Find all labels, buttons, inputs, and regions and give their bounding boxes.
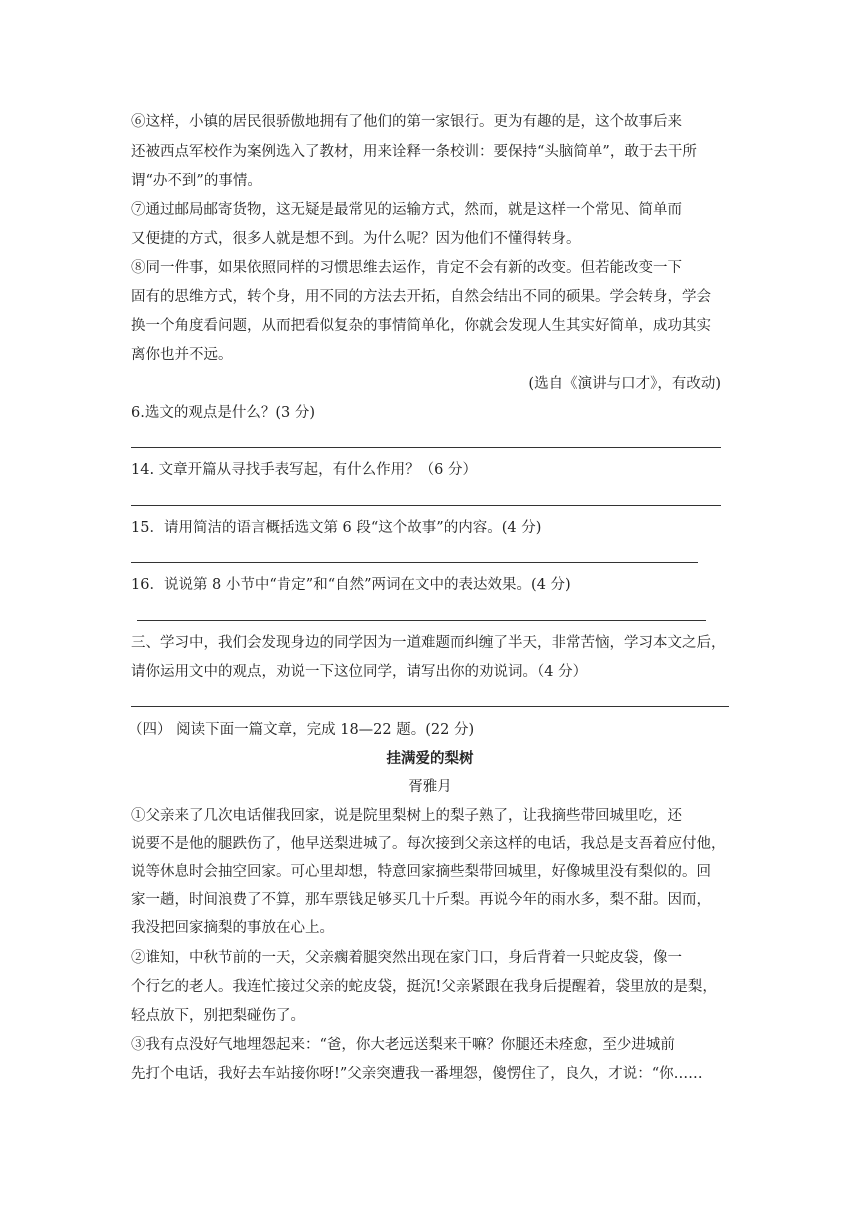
article-p1-line-4: 家一趟，时间浪费了不算，那车票钱足够买几十斤梨。再说今年的雨水多，梨不甜。因而， — [131, 892, 711, 908]
question-6: 6.选文的观点是什么？(3 分) — [131, 405, 315, 421]
article-p2-line-2: 个行乞的老人。我连忙接过父亲的蛇皮袋，挺沉!父亲紧跟在我身后提醒着，袋里放的是梨， — [131, 979, 717, 995]
question-3-line-1: 三、学习中，我们会发现身边的同学因为一道难题而纠缠了半天，非常苦恼，学习本文之后， — [131, 635, 726, 651]
article-p3-line-1: ③我有点没好气地埋怨起来：“爸，你大老远送梨来干嘛？你腿还未痊愈，至少进城前 — [131, 1037, 675, 1053]
paragraph-8-line-4: 离你也并不远。 — [131, 347, 233, 363]
answer-line-q16[interactable] — [137, 620, 706, 621]
article-p2-line-3: 轻点放下，别把梨碰伤了。 — [131, 1008, 305, 1024]
article-title: 挂满爱的梨树 — [386, 751, 474, 767]
question-14: 14. 文章开篇从寻找手表写起，有什么作用？（6 分） — [131, 462, 478, 478]
emphasis-char: 事 — [638, 114, 653, 130]
paragraph-6-line-2: 还被西点军校作为案例选入了教材，用来诠释一条校训：要保持“头脑简单”，敢于去干所 — [131, 144, 697, 160]
article-p1-line-3: 说等休息时会抽空回家。可心里却想，特意回家摘些梨带回城里，好像城里没有梨似的。回 — [131, 864, 711, 880]
answer-line-q14[interactable] — [131, 505, 721, 506]
answer-line-q3[interactable] — [131, 706, 729, 707]
paragraph-8-line-1: ⑧同一件事，如果依照同样的习惯思维去运作，肯定不会有新的改变。但若能改变一下 — [131, 260, 682, 276]
question-15: 15．请用简洁的语言概括选文第 6 段“这个故事”的内容。(4 分) — [131, 520, 542, 536]
section-4-heading: （四） 阅读下面一篇文章，完成 18—22 题。(22 分) — [128, 722, 475, 738]
answer-line-q15[interactable] — [131, 562, 698, 563]
emphasis-char: 这 — [595, 114, 610, 130]
question-3-line-2: 请你运用文中的观点，劝说一下这位同学，请写出你的劝说词。（4 分） — [131, 664, 588, 680]
paragraph-7-line-2: 又便捷的方式，很多人就是想不到。为什么呢？因为他们不懂得转身。 — [131, 231, 581, 247]
article-author: 胥雅月 — [408, 779, 452, 795]
article-p3-line-2: 先打个电话，我好去车站接你呀!”父亲突遭我一番埋怨，傻愣住了，良久，才说：“你…… — [131, 1066, 703, 1082]
emphasis-char: 个 — [609, 114, 624, 130]
source-citation: (选自《演讲与口才》，有改动) — [528, 376, 721, 392]
paragraph-8-line-3: 换一个角度看问题，从而把看似复杂的事情简单化，你就会发现人生其实好简单，成功其实 — [131, 318, 711, 334]
paragraph-8-line-2: 固有的思维方式，转个身，用不同的方法去开拓，自然会结出不同的硕果。学会转身，学会 — [131, 289, 711, 305]
answer-line-q6[interactable] — [131, 447, 721, 448]
article-p1-line-2: 说要不是他的腿跌伤了，他早送梨进城了。每次接到父亲这样的电话，我总是支吾着应付他， — [131, 836, 726, 852]
question-16: 16．说说第 8 小节中“肯定”和“自然”两词在文中的表达效果。(4 分) — [131, 577, 571, 593]
article-p2-line-1: ②谁知，中秋节前的一天，父亲瘸着腿突然出现在家门口，身后背着一只蛇皮袋，像一 — [131, 950, 682, 966]
paragraph-6-line-3: 谓“办不到”的事情。 — [131, 173, 262, 189]
paragraph-7-line-1: ⑦通过邮局邮寄货物，这无疑是最常见的运输方式，然而，就是这样一个常见、简单而 — [131, 202, 682, 218]
article-p1-line-1: ①父亲来了几次电话催我回家，说是院里梨树上的梨子熟了，让我摘些带回城里吃，还 — [131, 808, 682, 824]
article-p1-line-5: 我没把回家摘梨的事放在心上。 — [131, 920, 334, 936]
paragraph-6-line-1: ⑥这样，小镇的居民很骄傲地拥有了他们的第一家银行。更为有趣的是，这个故事后来 — [131, 114, 682, 130]
emphasis-char: 故 — [624, 114, 639, 130]
